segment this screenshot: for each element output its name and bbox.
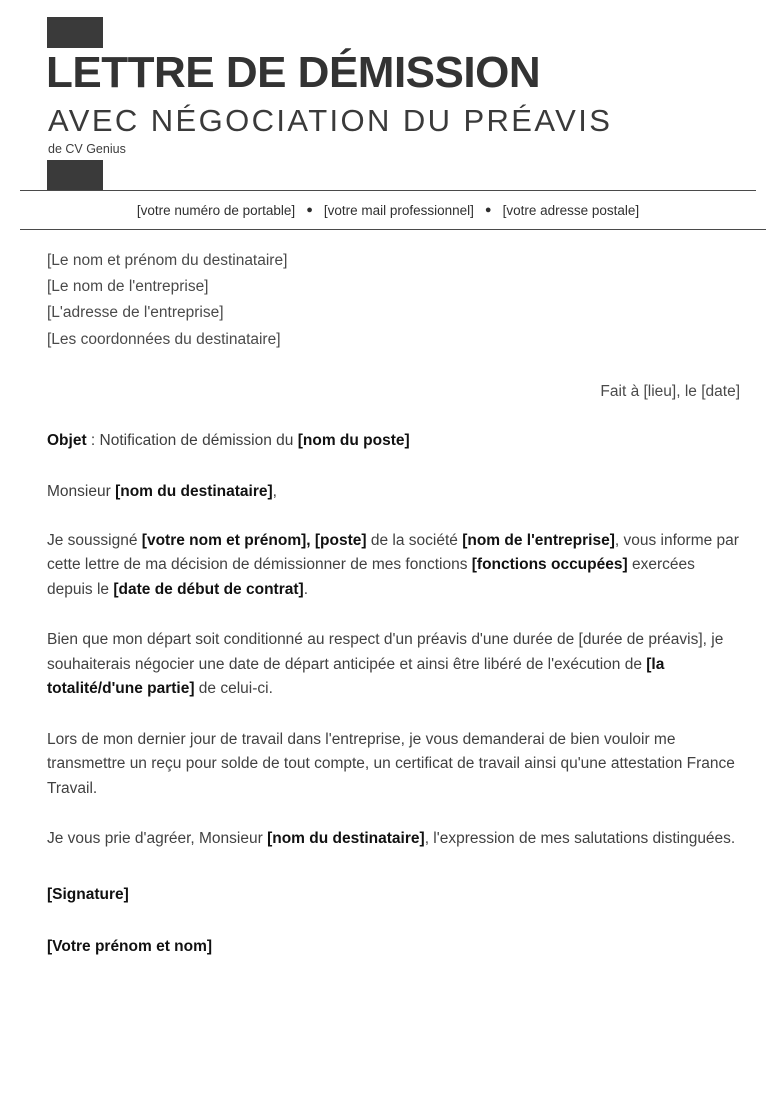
- signature-placeholder: [Signature]: [47, 885, 129, 903]
- p3-text-1: Lors de mon dernier jour de travail dans l'entreprise, je vous demanderai de bien vouloir me transmettre un reçu pour solde de tout compte, un certificat de travail ainsi qu'une attestation France Travail.: [47, 730, 735, 797]
- salutation-recipient-placeholder: [nom du destinataire]: [115, 482, 273, 500]
- signer-name-placeholder: [Votre prénom et nom]: [47, 937, 213, 955]
- letter-body: [47, 248, 740, 958]
- accent-block-top: [47, 17, 103, 48]
- date-line: Fait à [lieu], le [date]: [600, 382, 740, 400]
- p4-text-2: , l'expression de mes salutations distinguées.: [424, 830, 736, 848]
- paragraph-notice-negotiation: [47, 628, 740, 702]
- salutation-line: [47, 481, 740, 503]
- p1-text-2: de la société: [366, 531, 463, 549]
- p1-start-date-placeholder: [date de début de contrat]: [113, 580, 304, 598]
- page-subtitle: AVEC NÉGOCIATION DU PRÉAVIS: [48, 103, 613, 138]
- recipient-company: [Le nom de l'entreprise]: [47, 278, 209, 296]
- subject-label: Objet: [47, 431, 87, 449]
- bullet-separator-icon: ●: [484, 204, 492, 216]
- p4-recipient-placeholder: [nom du destinataire]: [267, 830, 425, 848]
- paragraph-intro: [47, 529, 740, 603]
- header-divider-bottom: [20, 229, 766, 230]
- contact-phone: [votre numéro de portable]: [136, 203, 296, 218]
- salutation-prefix: Monsieur: [47, 482, 116, 500]
- p1-company-placeholder: [nom de l'entreprise]: [462, 531, 615, 549]
- paragraph-closing: [47, 827, 740, 852]
- contact-address: [votre adresse postale]: [502, 203, 640, 218]
- p4-text-1: Je vous prie d'agréer, Monsieur: [47, 830, 268, 848]
- subject-middle-text: : Notification de démission du: [86, 431, 298, 449]
- p1-text-5: .: [303, 580, 308, 598]
- recipient-block: [47, 248, 740, 353]
- salutation-suffix: ,: [272, 482, 277, 500]
- p1-text-1: Je soussigné: [47, 531, 142, 549]
- bullet-separator-icon: ●: [306, 204, 313, 216]
- header-divider-top: [20, 190, 756, 191]
- p2-scope-placeholder: [la totalité/d'une partie]: [47, 655, 665, 698]
- recipient-contact-details: [Les coordonnées du destinataire]: [47, 330, 281, 348]
- p1-text-4: exercées depuis le: [47, 556, 695, 598]
- contact-email: [votre mail professionnel]: [323, 203, 474, 218]
- p2-text-2: de celui-ci.: [194, 680, 273, 698]
- p1-name-position-placeholder: [votre nom et prénom], [poste]: [141, 531, 367, 549]
- p1-duties-placeholder: [fonctions occupées]: [471, 556, 628, 574]
- page-title: LETTRE DE DÉMISSION: [46, 48, 541, 97]
- subject-position-placeholder: [nom du poste]: [297, 431, 410, 449]
- paragraph-documents-request: [47, 728, 740, 802]
- accent-block-bottom: [47, 160, 103, 190]
- p1-text-3: , vous informe par cette lettre de ma décision de démissionner de mes fonctions: [47, 531, 739, 574]
- p2-text-1: Bien que mon départ soit conditionné au respect d'un préavis d'une durée de [durée de préavis], je souhaiterais négocier une date de départ anticipée et ainsi être libéré de l'exécution de: [47, 631, 724, 673]
- recipient-address: [L'adresse de l'entreprise]: [47, 304, 224, 322]
- recipient-name: [Le nom et prénom du destinataire]: [47, 252, 288, 269]
- contact-bar: [20, 200, 756, 221]
- brand-label: de CV Genius: [48, 142, 126, 156]
- subject-line: [47, 430, 740, 452]
